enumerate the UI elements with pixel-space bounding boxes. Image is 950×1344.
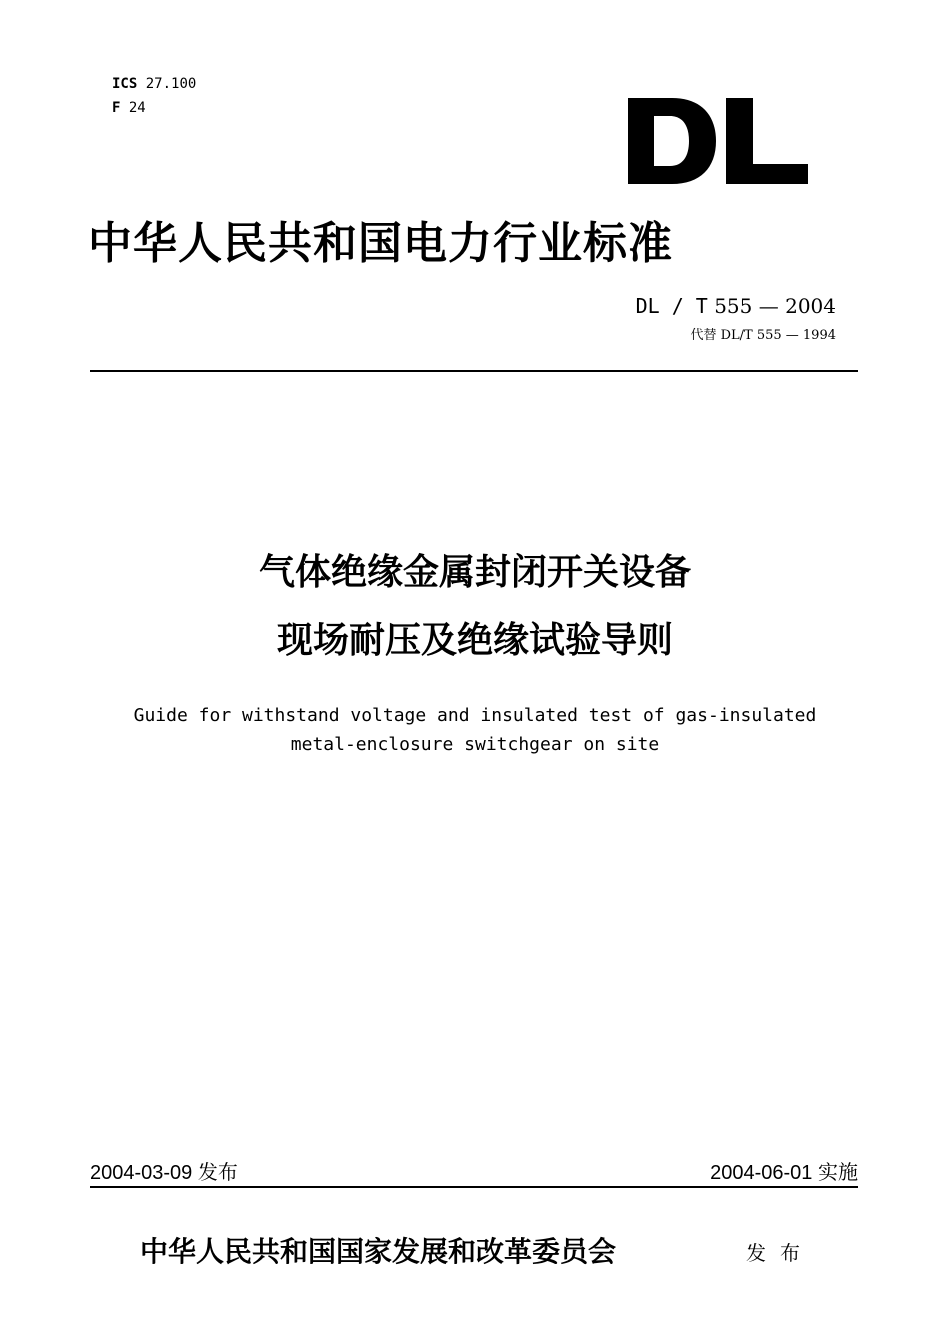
standard-number (636, 294, 836, 318)
title-en-line1: Guide for withstand voltage and insulated test of gas-insulated (133, 705, 817, 726)
standard-number-value: 555 — 2004 (714, 294, 836, 318)
f-line (112, 96, 196, 120)
issue-date: 2004-03-09 发布 (90, 1162, 238, 1184)
industry-standard-title: 中华人民共和国电力行业标准 (88, 218, 673, 269)
ics-label: ICS (112, 76, 138, 92)
issue-action: 发布 (746, 1241, 814, 1265)
title-cn-line1: 气体绝缘金属封闭开关设备 (258, 552, 691, 593)
f-label: F (112, 100, 121, 116)
classification-codes (112, 72, 196, 120)
dl-logo (626, 98, 808, 184)
issuing-authority: 中华人民共和国国家发展和改革委员会 (140, 1235, 617, 1268)
implementation-date: 2004-06-01 实施 (710, 1162, 858, 1184)
top-divider (90, 370, 858, 372)
title-cn-line2: 现场耐压及绝缘试验导则 (276, 620, 673, 661)
bottom-divider (90, 1186, 858, 1188)
standard-number-prefix: DL / T (635, 294, 708, 318)
f-value: 24 (128, 100, 146, 116)
ics-line (112, 72, 196, 96)
title-en-line2: metal-enclosure switchgear on site (290, 734, 660, 755)
replaces-standard: 代替 DL/T 555 — 1994 (690, 328, 836, 343)
ics-value: 27.100 (145, 76, 197, 92)
